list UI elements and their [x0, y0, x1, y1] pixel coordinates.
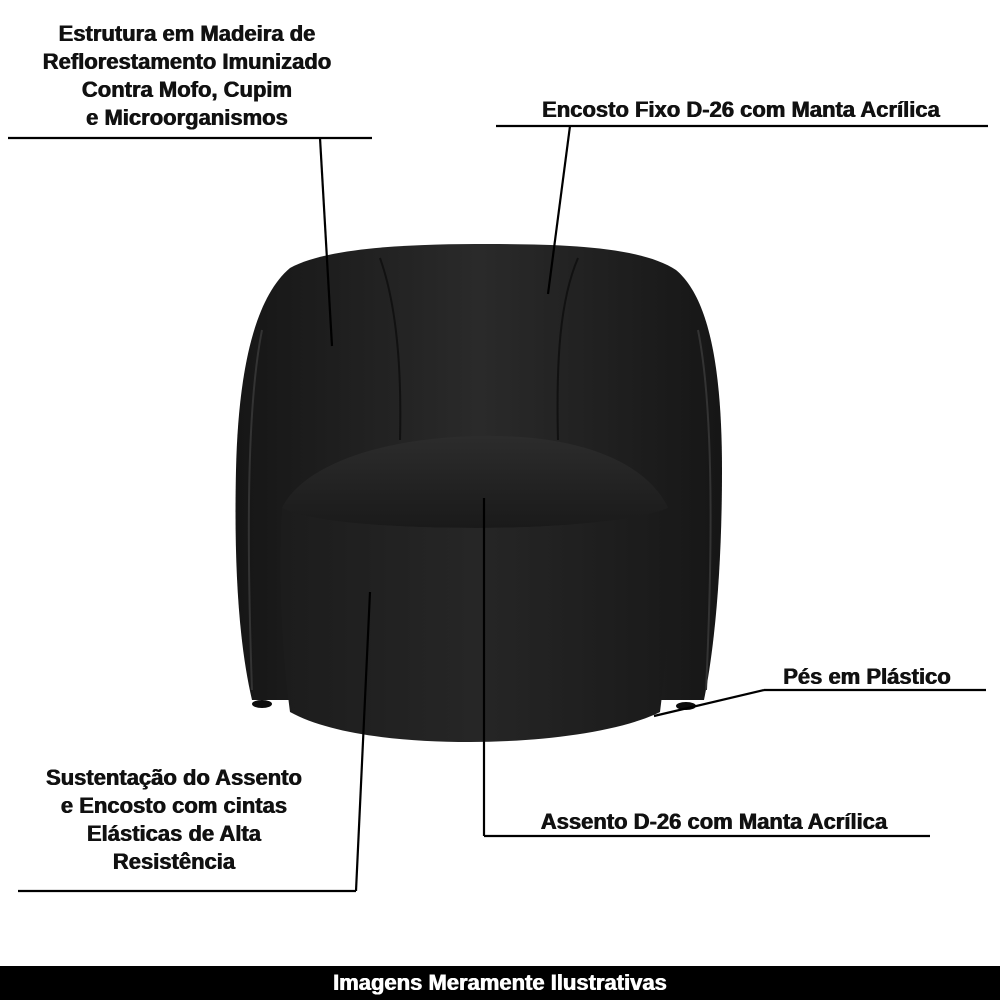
feet-annotation-text: Pés em Plástico — [783, 664, 951, 689]
seat-cushion-front — [280, 508, 669, 742]
feet-annotation — [760, 663, 974, 691]
support-annotation-line: Elásticas de Alta — [86, 821, 262, 846]
support-annotation-line: e Encosto com cintas — [60, 793, 288, 818]
frame-annotation-line: e Microorganismos — [86, 105, 288, 130]
footer-disclaimer-text: Imagens Meramente Ilustrativas — [333, 970, 667, 995]
backrest-annotation — [500, 96, 982, 124]
support-annotation-line: Resistência — [112, 849, 236, 874]
backrest-annotation-text: Encosto Fixo D-26 com Manta Acrílica — [542, 97, 940, 122]
frame-annotation-line: Contra Mofo, Cupim — [81, 77, 293, 102]
seat-annotation — [500, 808, 928, 836]
foot-left — [252, 700, 272, 708]
seat-annotation-text: Assento D-26 com Manta Acrílica — [540, 809, 888, 834]
footer-disclaimer — [0, 966, 1000, 1000]
frame-annotation-line: Reflorestamento Imunizado — [42, 49, 332, 74]
frame-annotation — [14, 20, 360, 132]
armchair — [236, 244, 722, 742]
frame-annotation-line: Estrutura em Madeira de — [58, 21, 316, 46]
support-annotation — [14, 764, 334, 876]
support-annotation-line: Sustentação do Assento — [46, 765, 302, 790]
